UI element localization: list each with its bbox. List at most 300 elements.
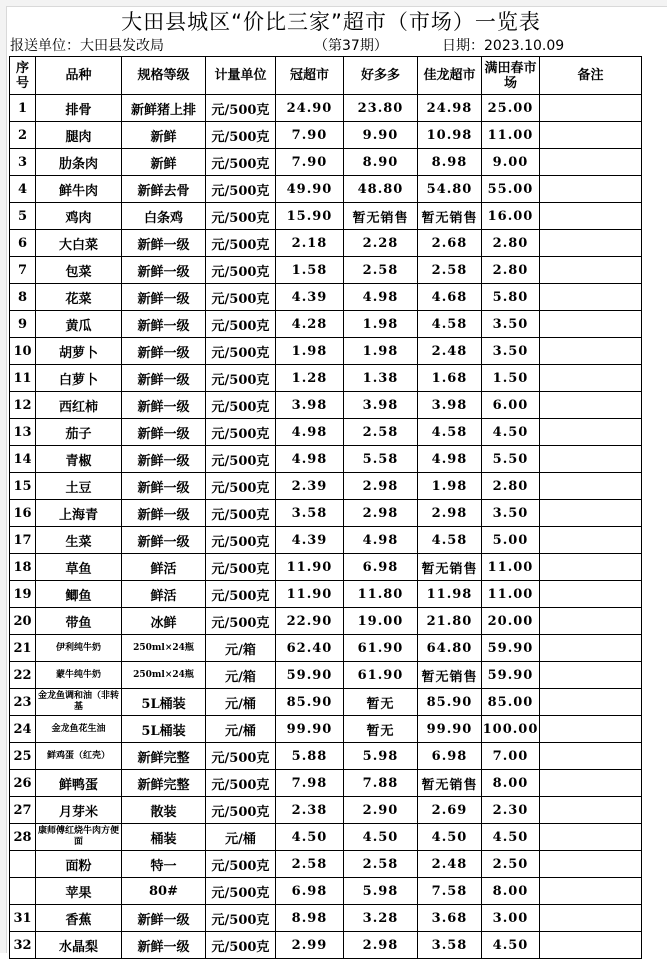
cell-item[interactable]: 白萝卜 [36, 365, 122, 392]
cell-note[interactable] [540, 770, 642, 797]
cell-price-store-3[interactable]: 1.98 [418, 473, 482, 500]
cell-price-store-3[interactable]: 6.98 [418, 743, 482, 770]
cell-price-store-4[interactable]: 59.90 [482, 662, 540, 689]
cell-seq[interactable]: 7 [10, 257, 36, 284]
cell-item[interactable]: 月芽米 [36, 797, 122, 824]
cell-seq[interactable]: 32 [10, 932, 36, 959]
cell-price-store-3[interactable]: 99.90 [418, 716, 482, 743]
cell-spec[interactable]: 鲜活 [122, 554, 206, 581]
cell-item[interactable]: 青椒 [36, 446, 122, 473]
cell-spec[interactable]: 新鲜一级 [122, 932, 206, 959]
cell-price-store-3[interactable]: 暂无销售 [418, 662, 482, 689]
cell-seq[interactable]: 4 [10, 176, 36, 203]
cell-price-store-4[interactable]: 16.00 [482, 203, 540, 230]
cell-price-store-3[interactable]: 2.48 [418, 338, 482, 365]
cell-price-store-3[interactable]: 54.80 [418, 176, 482, 203]
cell-price-store-4[interactable]: 8.00 [482, 878, 540, 905]
cell-note[interactable] [540, 257, 642, 284]
cell-price-store-2[interactable]: 6.98 [344, 554, 418, 581]
cell-price-store-1[interactable]: 4.98 [276, 446, 344, 473]
cell-spec[interactable]: 新鲜一级 [122, 230, 206, 257]
cell-note[interactable] [540, 365, 642, 392]
cell-note[interactable] [540, 932, 642, 959]
cell-unit[interactable]: 元/500克 [206, 365, 276, 392]
cell-seq[interactable]: 13 [10, 419, 36, 446]
cell-spec[interactable]: 桶装 [122, 824, 206, 851]
cell-price-store-4[interactable]: 11.00 [482, 122, 540, 149]
cell-unit[interactable]: 元/500克 [206, 770, 276, 797]
cell-price-store-2[interactable]: 5.58 [344, 446, 418, 473]
cell-item[interactable]: 茄子 [36, 419, 122, 446]
cell-price-store-2[interactable]: 2.28 [344, 230, 418, 257]
cell-unit[interactable]: 元/500克 [206, 797, 276, 824]
cell-price-store-2[interactable]: 11.80 [344, 581, 418, 608]
cell-spec[interactable]: 特一 [122, 851, 206, 878]
table-row [10, 203, 642, 230]
cell-item[interactable]: 包菜 [36, 257, 122, 284]
cell-spec[interactable]: 新鲜一级 [122, 473, 206, 500]
cell-unit[interactable]: 元/500克 [206, 446, 276, 473]
cell-seq[interactable]: 8 [10, 284, 36, 311]
cell-unit[interactable]: 元/桶 [206, 716, 276, 743]
cell-item[interactable]: 苹果 [36, 878, 122, 905]
cell-unit[interactable]: 元/500克 [206, 608, 276, 635]
cell-price-store-4[interactable]: 4.50 [482, 419, 540, 446]
cell-price-store-3[interactable]: 2.98 [418, 500, 482, 527]
cell-seq[interactable]: 10 [10, 338, 36, 365]
cell-price-store-3[interactable]: 4.58 [418, 419, 482, 446]
cell-note[interactable] [540, 743, 642, 770]
cell-spec[interactable]: 新鲜一级 [122, 527, 206, 554]
cell-seq[interactable]: 11 [10, 365, 36, 392]
cell-price-store-3[interactable]: 3.68 [418, 905, 482, 932]
cell-price-store-1[interactable]: 8.98 [276, 905, 344, 932]
cell-unit[interactable]: 元/500克 [206, 122, 276, 149]
cell-price-store-1[interactable]: 4.28 [276, 311, 344, 338]
cell-price-store-3[interactable]: 2.69 [418, 797, 482, 824]
cell-price-store-1[interactable]: 49.90 [276, 176, 344, 203]
cell-unit[interactable]: 元/500克 [206, 473, 276, 500]
cell-price-store-3[interactable]: 2.68 [418, 230, 482, 257]
cell-price-store-4[interactable]: 7.00 [482, 743, 540, 770]
cell-price-store-2[interactable]: 1.98 [344, 338, 418, 365]
cell-price-store-2[interactable]: 1.98 [344, 311, 418, 338]
cell-price-store-4[interactable]: 2.50 [482, 851, 540, 878]
cell-price-store-1[interactable]: 6.98 [276, 878, 344, 905]
cell-price-store-1[interactable]: 11.90 [276, 554, 344, 581]
cell-price-store-2[interactable]: 9.90 [344, 122, 418, 149]
cell-price-store-1[interactable]: 11.90 [276, 581, 344, 608]
cell-price-store-3[interactable]: 暂无销售 [418, 203, 482, 230]
cell-price-store-3[interactable]: 4.98 [418, 446, 482, 473]
cell-price-store-2[interactable]: 3.98 [344, 392, 418, 419]
cell-price-store-2[interactable]: 23.80 [344, 95, 418, 122]
cell-price-store-2[interactable]: 2.58 [344, 419, 418, 446]
header-store-1: 冠超市 [276, 57, 344, 95]
cell-unit[interactable]: 元/500克 [206, 500, 276, 527]
cell-spec[interactable]: 新鲜去骨 [122, 176, 206, 203]
cell-price-store-2[interactable]: 暂无销售 [344, 203, 418, 230]
cell-spec[interactable]: 80# [122, 878, 206, 905]
cell-seq[interactable]: 1 [10, 95, 36, 122]
cell-unit[interactable]: 元/500克 [206, 338, 276, 365]
cell-note[interactable] [540, 608, 642, 635]
cell-item[interactable]: 鸡肉 [36, 203, 122, 230]
cell-price-store-2[interactable]: 3.28 [344, 905, 418, 932]
cell-price-store-3[interactable]: 3.58 [418, 932, 482, 959]
cell-unit[interactable]: 元/500克 [206, 311, 276, 338]
cell-note[interactable] [540, 662, 642, 689]
cell-price-store-2[interactable]: 8.90 [344, 149, 418, 176]
cell-unit[interactable]: 元/500克 [206, 284, 276, 311]
cell-item[interactable]: 金龙鱼花生油 [36, 716, 122, 743]
cell-note[interactable] [540, 176, 642, 203]
cell-seq[interactable] [10, 851, 36, 878]
cell-unit[interactable]: 元/500克 [206, 878, 276, 905]
cell-spec[interactable]: 冰鲜 [122, 608, 206, 635]
cell-spec[interactable]: 新鲜一级 [122, 500, 206, 527]
cell-price-store-1[interactable]: 2.58 [276, 851, 344, 878]
cell-unit[interactable]: 元/500克 [206, 932, 276, 959]
cell-spec[interactable]: 鲜活 [122, 581, 206, 608]
cell-seq[interactable]: 28 [10, 824, 36, 851]
cell-unit[interactable]: 元/500克 [206, 554, 276, 581]
cell-unit[interactable]: 元/桶 [206, 689, 276, 716]
cell-note[interactable] [540, 392, 642, 419]
cell-price-store-3[interactable]: 10.98 [418, 122, 482, 149]
cell-seq[interactable]: 14 [10, 446, 36, 473]
cell-note[interactable] [540, 419, 642, 446]
cell-price-store-4[interactable]: 11.00 [482, 554, 540, 581]
cell-note[interactable] [540, 635, 642, 662]
cell-spec[interactable]: 新鲜一级 [122, 311, 206, 338]
cell-note[interactable] [540, 527, 642, 554]
cell-price-store-4[interactable]: 3.50 [482, 500, 540, 527]
cell-item[interactable]: 带鱼 [36, 608, 122, 635]
cell-spec[interactable]: 5L桶装 [122, 716, 206, 743]
cell-item[interactable]: 金龙鱼调和油（非转基 [36, 689, 122, 716]
table-row [10, 662, 642, 689]
cell-spec[interactable]: 新鲜一级 [122, 365, 206, 392]
cell-price-store-4[interactable]: 4.50 [482, 932, 540, 959]
cell-price-store-4[interactable]: 6.00 [482, 392, 540, 419]
cell-unit[interactable]: 元/500克 [206, 203, 276, 230]
cell-seq[interactable]: 24 [10, 716, 36, 743]
cell-unit[interactable]: 元/500克 [206, 851, 276, 878]
cell-price-store-4[interactable]: 5.00 [482, 527, 540, 554]
cell-price-store-1[interactable]: 7.98 [276, 770, 344, 797]
cell-price-store-1[interactable]: 4.39 [276, 284, 344, 311]
cell-price-store-4[interactable]: 2.80 [482, 473, 540, 500]
cell-price-store-3[interactable]: 2.58 [418, 257, 482, 284]
cell-seq[interactable]: 2 [10, 122, 36, 149]
cell-seq[interactable]: 9 [10, 311, 36, 338]
cell-price-store-3[interactable]: 1.68 [418, 365, 482, 392]
cell-seq[interactable]: 18 [10, 554, 36, 581]
cell-price-store-2[interactable]: 2.98 [344, 932, 418, 959]
cell-item[interactable]: 肋条肉 [36, 149, 122, 176]
cell-price-store-1[interactable]: 2.18 [276, 230, 344, 257]
cell-seq[interactable]: 26 [10, 770, 36, 797]
cell-price-store-4[interactable]: 5.50 [482, 446, 540, 473]
cell-price-store-1[interactable]: 4.50 [276, 824, 344, 851]
cell-price-store-2[interactable]: 暂无 [344, 689, 418, 716]
cell-note[interactable] [540, 500, 642, 527]
cell-price-store-2[interactable]: 暂无 [344, 716, 418, 743]
cell-price-store-2[interactable]: 2.98 [344, 500, 418, 527]
cell-price-store-2[interactable]: 19.00 [344, 608, 418, 635]
table-row [10, 311, 642, 338]
cell-price-store-1[interactable]: 1.28 [276, 365, 344, 392]
cell-item[interactable]: 康师傅红烧牛肉方便面 [36, 824, 122, 851]
cell-unit[interactable]: 元/500克 [206, 230, 276, 257]
cell-price-store-2[interactable]: 2.90 [344, 797, 418, 824]
cell-price-store-1[interactable]: 2.39 [276, 473, 344, 500]
cell-price-store-3[interactable]: 4.58 [418, 527, 482, 554]
cell-price-store-4[interactable]: 9.00 [482, 149, 540, 176]
cell-item[interactable]: 腿肉 [36, 122, 122, 149]
cell-item[interactable]: 香蕉 [36, 905, 122, 932]
cell-price-store-4[interactable]: 85.00 [482, 689, 540, 716]
cell-seq[interactable]: 23 [10, 689, 36, 716]
cell-unit[interactable]: 元/500克 [206, 95, 276, 122]
cell-price-store-3[interactable]: 7.58 [418, 878, 482, 905]
cell-note[interactable] [540, 95, 642, 122]
cell-seq[interactable]: 25 [10, 743, 36, 770]
cell-unit[interactable]: 元/500克 [206, 527, 276, 554]
cell-price-store-4[interactable]: 59.90 [482, 635, 540, 662]
cell-price-store-4[interactable]: 2.80 [482, 230, 540, 257]
cell-item[interactable]: 上海青 [36, 500, 122, 527]
cell-spec[interactable]: 新鲜完整 [122, 743, 206, 770]
cell-item[interactable]: 西红柿 [36, 392, 122, 419]
cell-note[interactable] [540, 689, 642, 716]
cell-item[interactable]: 草鱼 [36, 554, 122, 581]
cell-seq[interactable]: 20 [10, 608, 36, 635]
cell-item[interactable]: 蒙牛纯牛奶 [36, 662, 122, 689]
cell-spec[interactable]: 新鲜一级 [122, 284, 206, 311]
cell-price-store-1[interactable]: 4.98 [276, 419, 344, 446]
cell-price-store-1[interactable]: 2.38 [276, 797, 344, 824]
cell-price-store-2[interactable]: 2.98 [344, 473, 418, 500]
cell-price-store-1[interactable]: 7.90 [276, 122, 344, 149]
cell-unit[interactable]: 元/500克 [206, 419, 276, 446]
cell-note[interactable] [540, 149, 642, 176]
cell-item[interactable]: 生菜 [36, 527, 122, 554]
table-row [10, 635, 642, 662]
cell-seq[interactable]: 6 [10, 230, 36, 257]
cell-note[interactable] [540, 284, 642, 311]
cell-price-store-2[interactable]: 2.58 [344, 257, 418, 284]
cell-spec[interactable]: 新鲜一级 [122, 905, 206, 932]
cell-unit[interactable]: 元/500克 [206, 149, 276, 176]
cell-spec[interactable]: 5L桶装 [122, 689, 206, 716]
cell-item[interactable]: 土豆 [36, 473, 122, 500]
cell-price-store-1[interactable]: 85.90 [276, 689, 344, 716]
cell-price-store-4[interactable]: 25.00 [482, 95, 540, 122]
report-header [10, 37, 660, 55]
cell-item[interactable]: 鲜牛肉 [36, 176, 122, 203]
cell-seq[interactable]: 21 [10, 635, 36, 662]
cell-seq[interactable]: 19 [10, 581, 36, 608]
cell-note[interactable] [540, 122, 642, 149]
cell-note[interactable] [540, 797, 642, 824]
cell-price-store-3[interactable]: 暂无销售 [418, 554, 482, 581]
cell-spec[interactable]: 新鲜一级 [122, 392, 206, 419]
cell-price-store-4[interactable]: 100.00 [482, 716, 540, 743]
cell-spec[interactable]: 新鲜一级 [122, 338, 206, 365]
cell-price-store-4[interactable]: 2.30 [482, 797, 540, 824]
issue-number: （第37期） [314, 38, 388, 54]
cell-price-store-4[interactable]: 55.00 [482, 176, 540, 203]
cell-seq[interactable]: 16 [10, 500, 36, 527]
cell-spec[interactable]: 新鲜一级 [122, 257, 206, 284]
cell-price-store-1[interactable]: 22.90 [276, 608, 344, 635]
cell-price-store-2[interactable]: 1.38 [344, 365, 418, 392]
cell-price-store-3[interactable]: 4.50 [418, 824, 482, 851]
cell-note[interactable] [540, 338, 642, 365]
cell-spec[interactable]: 新鲜一级 [122, 446, 206, 473]
cell-price-store-3[interactable]: 8.98 [418, 149, 482, 176]
cell-item[interactable]: 排骨 [36, 95, 122, 122]
cell-seq[interactable]: 22 [10, 662, 36, 689]
report-unit: 报送单位：大田县发改局 [10, 38, 164, 54]
cell-note[interactable] [540, 851, 642, 878]
cell-price-store-3[interactable]: 24.98 [418, 95, 482, 122]
cell-price-store-1[interactable]: 2.99 [276, 932, 344, 959]
table-row [10, 608, 642, 635]
cell-price-store-4[interactable]: 20.00 [482, 608, 540, 635]
cell-spec[interactable]: 新鲜完整 [122, 770, 206, 797]
cell-spec[interactable]: 散装 [122, 797, 206, 824]
cell-note[interactable] [540, 716, 642, 743]
cell-seq[interactable]: 15 [10, 473, 36, 500]
cell-seq[interactable]: 3 [10, 149, 36, 176]
cell-price-store-1[interactable]: 4.39 [276, 527, 344, 554]
cell-item[interactable]: 胡萝卜 [36, 338, 122, 365]
cell-price-store-2[interactable]: 61.90 [344, 662, 418, 689]
cell-price-store-4[interactable]: 3.50 [482, 311, 540, 338]
cell-price-store-1[interactable]: 1.98 [276, 338, 344, 365]
row-header-gutter [0, 6, 7, 953]
cell-price-store-3[interactable]: 21.80 [418, 608, 482, 635]
cell-price-store-4[interactable]: 1.50 [482, 365, 540, 392]
cell-item[interactable]: 鲫鱼 [36, 581, 122, 608]
cell-price-store-3[interactable]: 64.80 [418, 635, 482, 662]
cell-price-store-4[interactable]: 3.50 [482, 338, 540, 365]
cell-item[interactable]: 面粉 [36, 851, 122, 878]
cell-note[interactable] [540, 878, 642, 905]
cell-spec[interactable]: 250ml×24瓶 [122, 635, 206, 662]
cell-unit[interactable]: 元/500克 [206, 581, 276, 608]
cell-seq[interactable]: 27 [10, 797, 36, 824]
cell-item[interactable]: 黄瓜 [36, 311, 122, 338]
cell-unit[interactable]: 元/500克 [206, 743, 276, 770]
table-row [10, 581, 642, 608]
cell-price-store-1[interactable]: 3.98 [276, 392, 344, 419]
cell-price-store-2[interactable]: 2.58 [344, 851, 418, 878]
cell-note[interactable] [540, 446, 642, 473]
cell-note[interactable] [540, 554, 642, 581]
cell-seq[interactable]: 17 [10, 527, 36, 554]
cell-unit[interactable]: 元/箱 [206, 662, 276, 689]
cell-price-store-4[interactable]: 11.00 [482, 581, 540, 608]
cell-price-store-3[interactable]: 4.68 [418, 284, 482, 311]
cell-spec[interactable]: 新鲜猪上排 [122, 95, 206, 122]
cell-item[interactable]: 伊利纯牛奶 [36, 635, 122, 662]
cell-price-store-4[interactable]: 4.50 [482, 824, 540, 851]
cell-seq[interactable] [10, 878, 36, 905]
cell-unit[interactable]: 元/500克 [206, 176, 276, 203]
cell-note[interactable] [540, 824, 642, 851]
cell-note[interactable] [540, 905, 642, 932]
cell-spec[interactable]: 250ml×24瓶 [122, 662, 206, 689]
cell-unit[interactable]: 元/500克 [206, 905, 276, 932]
cell-item[interactable]: 鲜鸭蛋 [36, 770, 122, 797]
cell-price-store-3[interactable]: 4.58 [418, 311, 482, 338]
cell-price-store-3[interactable]: 2.48 [418, 851, 482, 878]
cell-spec[interactable]: 新鲜一级 [122, 419, 206, 446]
cell-price-store-1[interactable]: 3.58 [276, 500, 344, 527]
cell-price-store-2[interactable]: 7.88 [344, 770, 418, 797]
cell-price-store-3[interactable]: 3.98 [418, 392, 482, 419]
cell-price-store-3[interactable]: 暂无销售 [418, 770, 482, 797]
cell-spec[interactable]: 新鲜 [122, 122, 206, 149]
cell-price-store-2[interactable]: 61.90 [344, 635, 418, 662]
cell-price-store-3[interactable]: 11.98 [418, 581, 482, 608]
cell-item[interactable]: 水晶梨 [36, 932, 122, 959]
cell-price-store-1[interactable]: 15.90 [276, 203, 344, 230]
cell-item[interactable]: 大白菜 [36, 230, 122, 257]
cell-note[interactable] [540, 230, 642, 257]
cell-spec[interactable]: 白条鸡 [122, 203, 206, 230]
cell-item[interactable]: 花菜 [36, 284, 122, 311]
cell-seq[interactable]: 31 [10, 905, 36, 932]
cell-price-store-3[interactable]: 85.90 [418, 689, 482, 716]
cell-note[interactable] [540, 473, 642, 500]
cell-price-store-4[interactable]: 5.80 [482, 284, 540, 311]
cell-price-store-1[interactable]: 62.40 [276, 635, 344, 662]
cell-price-store-1[interactable]: 5.88 [276, 743, 344, 770]
cell-unit[interactable]: 元/桶 [206, 824, 276, 851]
cell-price-store-2[interactable]: 4.50 [344, 824, 418, 851]
cell-price-store-1[interactable]: 59.90 [276, 662, 344, 689]
cell-price-store-1[interactable]: 99.90 [276, 716, 344, 743]
cell-spec[interactable]: 新鲜 [122, 149, 206, 176]
cell-item[interactable]: 鲜鸡蛋（红壳） [36, 743, 122, 770]
cell-price-store-4[interactable]: 8.00 [482, 770, 540, 797]
cell-note[interactable] [540, 581, 642, 608]
cell-price-store-2[interactable]: 4.98 [344, 284, 418, 311]
cell-unit[interactable]: 元/500克 [206, 392, 276, 419]
cell-price-store-1[interactable]: 24.90 [276, 95, 344, 122]
cell-price-store-4[interactable]: 3.00 [482, 905, 540, 932]
cell-price-store-1[interactable]: 1.58 [276, 257, 344, 284]
cell-price-store-2[interactable]: 5.98 [344, 878, 418, 905]
cell-price-store-2[interactable]: 48.80 [344, 176, 418, 203]
cell-price-store-2[interactable]: 4.98 [344, 527, 418, 554]
cell-note[interactable] [540, 203, 642, 230]
table-row [10, 554, 642, 581]
cell-price-store-4[interactable]: 2.80 [482, 257, 540, 284]
cell-unit[interactable]: 元/500克 [206, 257, 276, 284]
cell-price-store-1[interactable]: 7.90 [276, 149, 344, 176]
cell-price-store-2[interactable]: 5.98 [344, 743, 418, 770]
cell-seq[interactable]: 12 [10, 392, 36, 419]
cell-unit[interactable]: 元/箱 [206, 635, 276, 662]
cell-note[interactable] [540, 311, 642, 338]
cell-seq[interactable]: 5 [10, 203, 36, 230]
